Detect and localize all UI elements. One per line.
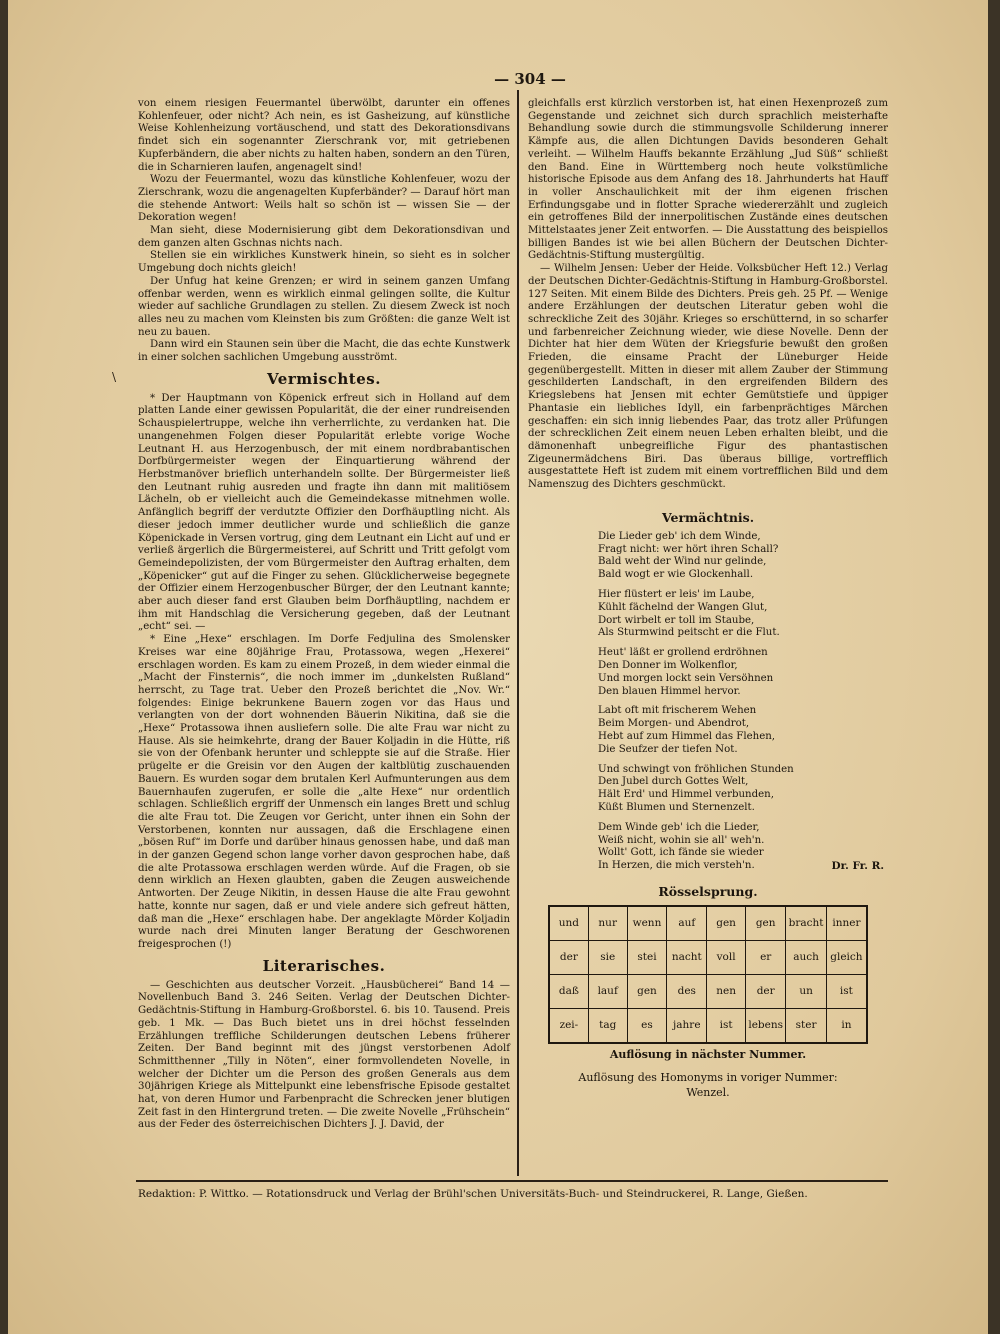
- puzzle-cell: des: [667, 974, 707, 1008]
- poem-line: Die Lieder geb' ich dem Winde,: [598, 530, 761, 542]
- section-heading-vermischtes: Vermischtes.: [267, 369, 381, 388]
- puzzle-cell: voll: [707, 940, 746, 974]
- intro-paragraph: Dann wird ein Staunen sein über die Macht, die das echte Kunstwerk in einer solchen sachlichen Umgebung ausströmt.: [138, 339, 510, 364]
- puzzle-title: Rösselsprung.: [658, 883, 758, 899]
- poem-title: Vermächtnis.: [661, 509, 755, 525]
- poem-line: In Herzen, die mich versteh'n.: [598, 860, 755, 872]
- puzzle-cell: bracht: [786, 906, 826, 941]
- poem-line: Als Sturmwind peitscht er die Flut.: [598, 627, 780, 639]
- puzzle-cell: gen: [627, 974, 667, 1008]
- poem-line: Küßt Blumen und Sternenzelt.: [598, 801, 755, 813]
- footer-rule: [136, 1180, 888, 1182]
- poem-line: Weiß nicht, wohin sie all' weh'n.: [598, 834, 765, 846]
- puzzle-cell: und: [549, 906, 588, 941]
- intro-paragraph: von einem riesigen Feuermantel überwölbt, darunter ein offenes Kohlenfeuer, oder nicht? Ach nein, es ist Gasheizung, auf künstliche Weise Kohlenheizung vortäuschend, und statt des Dekorationsdivans findet sich ein sogenannter Zierschrank vor, mit getriebenen Kupferbändern, die aber nichts zu halten haben, sondern an den Türen, die in Scharnieren laufen, angenagelt sind!: [138, 98, 510, 173]
- review-continued: gleichfalls erst kürzlich verstorben ist, hat einen Hexenprozeß zum Gegenstande und zeichnet sich durch sprachlich meisterhafte Behandlung sowie durch die stimmungsvolle Schilderung innerer Kämpfe aus, die allen Dichtungen Davids besonderen Gehalt verleiht. — Wilhelm Hauffs bekannte Erzählung „Jud Süß“ schließt den Band. Eine in Württemberg noch heute volkstümliche historische Episode aus dem Anfang des 18. Jahrhunderts hat Hauff in voller Anschaulichkeit mit der ihm eigenen frischen Erfindungsgabe und in flotter Sprache wiedererzählt und zugleich ein getroffenes Bild der innerpolitischen Zustände eines deutschen Mittelstaates jener Zeit entworfen. — Die Ausstattung des beispiellos billigen Bandes ist wie bei allen Büchern der Deutschen Dichter-Gedächtnis-Stiftung mustergültig.: [528, 98, 888, 262]
- puzzle-cell: es: [627, 1008, 667, 1043]
- puzzle-cell: nur: [588, 906, 627, 941]
- puzzle-cell: tag: [588, 1008, 627, 1043]
- poem-stanza: [598, 705, 888, 756]
- poem-line: Kühlt fächelnd der Wangen Glut,: [598, 601, 768, 613]
- poem-line: Heut' läßt er grollend erdröhnen: [598, 647, 768, 659]
- puzzle-row: [549, 940, 867, 974]
- page-number: — 304 —: [494, 70, 566, 88]
- intro-paragraph: Der Unfug hat keine Grenzen; er wird in seinem ganzen Umfang offenbar werden, wenn es wirklich einmal gelingen sollte, die Kultur wieder auf sachliche Grundlagen zu stellen. Zu diesem Zweck ist noch alles neu zu machen vom Kleinsten bis zum Größten: die ganze Welt ist neu zu bauen.: [138, 275, 510, 338]
- puzzle-cell: lebens: [745, 1008, 785, 1043]
- poem-line: Fragt nicht: wer hört ihren Schall?: [598, 543, 779, 555]
- poem-line: Den blauen Himmel hervor.: [598, 685, 741, 697]
- news-item-koepenick: * Der Hauptmann von Köpenick erfreut sich in Holland auf dem platten Lande einer gewissen Popularität, die der einer rundreisenden Schauspielertruppe, welche ihn verherrlichte, zu verdanken hat. Die unangenehmen Folgen dieser Popularität erlebte vorige Woche Leutnant H. aus Herzogenbusch, der mit einem nordbrabantischen Dorfbürgermeister wegen der Einquartierung während der Herbstmanöver brieflich unterhandeln sollte. Der Bürgermeister ließ den Leutnant ruhig ausreden und fragte ihn dann mit malitiösem Lächeln, ob er vielleicht auch die Gemeindekasse mitnehmen wolle. Anfänglich begriff der verdutzte Offizier den Dorfhäuptling nicht. Als dieser jedoch immer deutlicher wurde und schließlich die ganze Köpenickade in Versen vortrug, ging dem Leutnant ein Licht auf und er verließ ärgerlich die Bürgermeisterei, auf Schritt und Tritt gefolgt vom Gemeindepolizisten, der vom Bürgermeister den Auftrag erhalten, dem „Köpenicker“ gut auf die Finger zu sehen. Glücklicherweise begegnete der Offizier einem Herzogenbuscher Bürger, der den Leutnant kannte; aber auch dieser fand erst Glauben beim Dorfhäuptling, nachdem er ihm mit Handschlag die Versicherung gegeben, daß der Leutnant „echt“ sei. —: [138, 392, 510, 633]
- intro-paragraph: Man sieht, diese Modernisierung gibt dem Dekorationsdivan und dem ganzen alten Gschnas nichts nach.: [138, 225, 510, 249]
- puzzle-cell: zei-: [549, 1008, 588, 1043]
- poem-line: Wollt' Gott, ich fände sie wieder: [598, 847, 764, 859]
- puzzle-cell: gen: [707, 906, 746, 941]
- margin-mark: \: [112, 370, 117, 384]
- puzzle-cell: der: [549, 940, 588, 974]
- column-divider: [517, 90, 519, 1176]
- puzzle-row: [549, 974, 867, 1008]
- poem-stanza: [598, 764, 888, 815]
- puzzle-row: [549, 906, 867, 941]
- poem-line: Und schwingt von fröhlichen Stunden: [598, 763, 794, 775]
- poem-stanza: [598, 531, 888, 582]
- puzzle-cell: er: [745, 940, 785, 974]
- poem-line: Hält Erd' und Himmel verbunden,: [598, 789, 774, 801]
- poem-line: Den Donner im Wolkenflor,: [598, 659, 738, 671]
- poem-signature: Dr. Fr. R.: [831, 859, 884, 872]
- poem-stanza: [598, 589, 888, 640]
- poem-line: Dem Winde geb' ich die Lieder,: [598, 821, 760, 833]
- intro-paragraph: Stellen sie ein wirkliches Kunstwerk hinein, so sieht es in solcher Umgebung doch nichts gleich!: [138, 250, 510, 275]
- puzzle-cell: auf: [667, 906, 707, 941]
- poem-line: Bald wogt er wie Glockenhall.: [598, 569, 754, 581]
- puzzle-cell: nen: [707, 974, 746, 1008]
- imprint-footer: Redaktion: P. Wittko. — Rotationsdruck und Verlag der Brühl'schen Universitäts-Buch- und Steindruckerei, R. Lange, Gießen.: [138, 1188, 808, 1200]
- puzzle-cell: gen: [745, 906, 785, 941]
- poem-stanza: [598, 647, 888, 698]
- puzzle-cell: der: [745, 974, 785, 1008]
- puzzle-cell: sie: [588, 940, 627, 974]
- puzzle-caption: Auflösung in nächster Nummer.: [609, 1047, 807, 1061]
- puzzle-row: [549, 1008, 867, 1043]
- homonym-answer: Wenzel.: [686, 1085, 730, 1099]
- intro-paragraph: Wozu der Feuermantel, wozu das künstliche Kohlenfeuer, wozu der Zierschrank, wozu die angenagelten Kupferbänder? — Darauf hört man die stehende Antwort: Weils halt so schön ist — wissen Sie — der Dekoration wegen!: [138, 174, 510, 224]
- right-column: [528, 98, 888, 1099]
- puzzle-cell: in: [826, 1008, 867, 1043]
- homonym-resolution-label: Auflösung des Homonyms in voriger Nummer:: [578, 1070, 838, 1084]
- poem-line: Hebt auf zum Himmel das Flehen,: [598, 730, 776, 742]
- puzzle-cell: ster: [786, 1008, 826, 1043]
- poem-vermaechtnis: [598, 531, 888, 873]
- poem-line: Und morgen lockt sein Versöhnen: [598, 672, 774, 684]
- section-heading-literarisches: Literarisches.: [262, 956, 386, 975]
- puzzle-cell: daß: [549, 974, 588, 1008]
- news-item-hexe: * Eine „Hexe“ erschlagen. Im Dorfe Fedjulina des Smolensker Kreises war eine 80jährige Frau, Protassowa, wegen „Hexerei“ erschlagen worden. Es kam zu einem Prozeß, in dem wieder einmal die „Macht der Finsternis“, die noch immer im „dunkelsten Rußland“ herrscht, zu Tage trat. Ueber den Prozeß berichtet die „Nov. Wr.“ folgendes: Einige bekrunkene Bauern zogen vor das Haus und verlangten von der dort wohnenden Bäuerin Nikitina, daß sie die „Hexe“ Protassowa ihnen ausliefern solle. Die alte Frau war nicht zu Hause. Als sie heimkehrte, drang der Bauer Koljadin in die Hütte, riß sie von der Ofenbank herunter und schleppte sie auf die Straße. Hier prügelte er die Greisin vor den Augen der kaltblütig zuschauenden Bauern. Es wurden sogar dem brutalen Kerl Aufmunterungen aus dem Bauernhaufen zugerufen, er solle die „alte Hexe“ nur ordentlich schlagen. Schließlich ergriff der Unmensch ein langes Brett und schlug die alte Frau tot. Die Zeugen vor Gericht, unter ihnen ein Sohn der Verstorbenen, konnten nur aussagen, daß die Erschlagene einen „bösen Ruf“ im Dorfe und darüber hinaus genossen habe, und daß man in der ganzen Gegend schon lange vorher davon gesprochen habe, daß die alte Protassowa erschlagen werden würde. Auf die Fragen, ob sie denn wirklich an Hexen glaubten, gaben die Zeugen ausweichende Antworten. Der Zeuge Nikitin, in dessen Hause die alte Frau gewohnt hatte, konnte nur sagen, daß er und viele andere sich gefreut hätten, daß man die „Hexe“ erschlagen habe. Der angeklagte Mörder Koljadin wurde nach drei Minuten langer Beratung der Geschworenen freigesprochen (!): [138, 634, 510, 950]
- puzzle-cell: ist: [707, 1008, 746, 1043]
- review-jensen: — Wilhelm Jensen: Ueber der Heide. Volksbücher Heft 12.) Verlag der Deutschen Dichter-Gedächtnis-Stiftung in Hamburg-Großborstel. 127 Seiten. Mit einem Bilde des Dichters. Preis geh. 25 Pf. — Wenige andere Erzählungen der deutschen Literatur geben wohl die schreckliche Zeit des 30jähr. Krieges so erschütternd, in so scharfer und farbenreicher Zeichnung wieder, wie diese Novelle. Denn der Dichter hat hier dem Wüten der Kriegsfurie bewußt den großen Frieden, die einsame Pracht der Lüneburger Heide gegenübergestellt. Mitten in dieser mit allem Zauber der Stimmung geschilderten Landschaft, in den ergreifenden Bildern des Kriegslebens hat Jensen mit echter Gemütstiefe und üppiger Phantasie ein liebliches Idyll, ein farbenprächtiges Märchen geschaffen: ein sich innig liebendes Paar, das trotz aller Prüfungen der schrecklichen Zeit einem neuen Leben erhalten bleibt, und die dämonenhaft unbegreifliche Figur des phantastischen Zigeunermädchens Biri. Das überaus billige, vortrefflich ausgestattete Heft ist zudem mit einem vortrefflichen Bild und dem Namenszug des Dichters geschmückt.: [528, 263, 888, 491]
- puzzle-cell: gleich: [826, 940, 867, 974]
- poem-line: Bald weht der Wind nur gelinde,: [598, 556, 767, 568]
- puzzle-cell: ist: [826, 974, 867, 1008]
- review-geschichten: — Geschichten aus deutscher Vorzeit. „Hausbücherei“ Band 14 — Novellenbuch Band 3. 246 Seiten. Verlag der Deutschen Dichter-Gedächtnis-Stiftung in Hamburg-Großborstel. 6. bis 10. Tausend. Preis geb. 1 Mk. — Das Buch bietet uns in drei höchst fesselnden Erzählungen treffliche Schilderungen deutschen Lebens früherer Zeiten. Der Band beginnt mit des jüngst verstorbenen Adolf Schmitthenner „Tilly in Nöten“, einer formvollendeten Novelle, in welcher der Dichter um die Person des großen Generals aus dem 30jährigen Kriege als Mittelpunkt eine lebensfrische Episode gestaltet hat, von deren Humor und Farbenpracht die Schrecken jener blutigen Zeit fast in den Hintergrund treten. — Die zweite Novelle „Frühschein“ aus der Feder des österreichischen Dichters J. J. David, der: [138, 979, 510, 1131]
- poem-line: Dort wirbelt er toll im Staube,: [598, 614, 755, 626]
- puzzle-cell: jahre: [667, 1008, 707, 1043]
- poem-line: Den Jubel durch Gottes Welt,: [598, 776, 749, 788]
- poem-line: Die Seufzer der tiefen Not.: [598, 743, 738, 755]
- poem-line: Hier flüstert er leis' im Laube,: [598, 588, 755, 600]
- puzzle-cell: auch: [786, 940, 826, 974]
- puzzle-cell: inner: [826, 906, 867, 941]
- left-column: [138, 98, 510, 1132]
- knight-move-puzzle-grid: [548, 905, 868, 1044]
- poem-line: Beim Morgen- und Abendrot,: [598, 718, 750, 730]
- poem-line: Labt oft mit frischerem Wehen: [598, 705, 757, 717]
- puzzle-cell: stei: [627, 940, 667, 974]
- puzzle-cell: wenn: [627, 906, 667, 941]
- puzzle-cell: un: [786, 974, 826, 1008]
- puzzle-cell: nacht: [667, 940, 707, 974]
- puzzle-cell: lauf: [588, 974, 627, 1008]
